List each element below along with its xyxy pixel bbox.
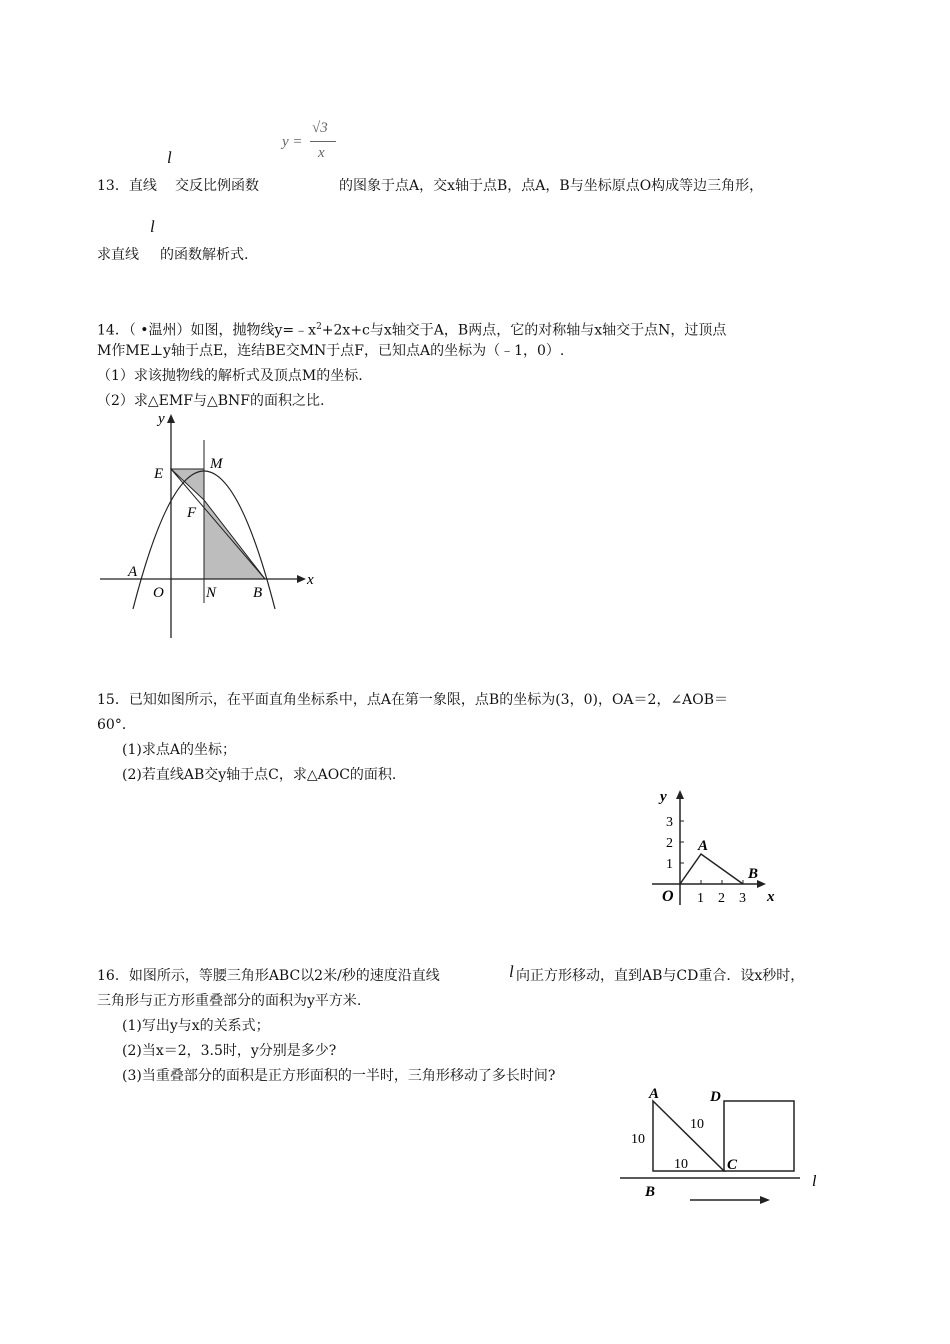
q13-var-l2: l xyxy=(150,217,155,236)
q13-formula-y: y = xyxy=(282,134,303,150)
q13-var-l: l xyxy=(167,148,172,167)
q14-label-f: F xyxy=(187,505,197,521)
q15-label-3: 3 xyxy=(666,815,673,830)
q16-text-1b: 向正方形移动，直到AB与CD重合．设x秒时， xyxy=(516,968,805,984)
q14-label-o: O xyxy=(153,585,164,601)
q15-label-o: O xyxy=(662,888,674,905)
q15-label-2: 2 xyxy=(666,836,673,851)
q16-arrow-icon xyxy=(760,1196,770,1204)
q14-text-1-pre: 14．（ •温州）如图，抛物线y=﹣x xyxy=(97,322,317,339)
q14-part-2: （2）求△EMF与△BNF的面积之比. xyxy=(97,393,325,409)
q14-label-a: A xyxy=(128,564,138,580)
q16-label-a: A xyxy=(649,1086,660,1102)
q16-part-2: (2)当x＝2，3.5时，y分别是多少? xyxy=(122,1043,337,1059)
q16-var-l: l xyxy=(509,962,514,981)
q14-sup: 2 xyxy=(316,322,322,332)
q14-text-2: M作ME⊥y轴于点E，连结BE交MN于点F，已知点A的坐标为（﹣1，0）. xyxy=(97,343,565,359)
q16-text-2: 三角形与正方形重叠部分的面积为y平方米. xyxy=(97,993,362,1009)
q14-part-1: （1）求该抛物线的解析式及顶点M的坐标. xyxy=(97,368,363,384)
q13-text-1a: 13．直线 xyxy=(97,178,157,194)
q15-label-1: 1 xyxy=(666,857,673,872)
q15-part-1: (1)求点A的坐标； xyxy=(122,742,236,758)
q16-text-1a: 16．如图所示，等腰三角形ABC以2米/秒的速度沿直线 xyxy=(97,968,440,984)
q15-text-2: 60°． xyxy=(97,717,136,733)
q16-side-left: 10 xyxy=(631,1132,645,1147)
q16-side-hyp: 10 xyxy=(690,1117,704,1132)
q16-triangle-abc xyxy=(653,1101,724,1171)
q13-formula-denominator: x xyxy=(318,145,325,161)
q16-part-3: (3)当重叠部分的面积是正方形面积的一半时，三角形移动了多长时间? xyxy=(122,1068,556,1084)
q16-label-b: B xyxy=(645,1184,656,1200)
q15-label-x: x xyxy=(767,889,775,905)
q16-label-l: l xyxy=(812,1173,817,1190)
q15-label-x2: 2 xyxy=(718,891,725,906)
q16-side-bottom: 10 xyxy=(674,1157,688,1172)
q14-label-e: E xyxy=(154,466,164,482)
q14-label-y: y xyxy=(158,411,165,427)
q15-text-1: 15．已知如图所示，在平面直角坐标系中，点A在第一象限，点B的坐标为(3，0)，OA＝2，∠AOB＝ xyxy=(97,692,729,708)
q16-label-c: C xyxy=(727,1157,738,1173)
q14-label-n: N xyxy=(206,585,217,601)
q14-label-x: x xyxy=(307,572,314,588)
q13-text-2a: 求直线 xyxy=(97,247,139,263)
q13-text-1b: 交反比例函数 xyxy=(175,178,259,194)
q13-formula-numerator: √3 xyxy=(312,120,328,136)
q15-label-x3: 3 xyxy=(739,891,746,906)
q14-label-m: M xyxy=(210,456,223,472)
q15-part-2: (2)若直线AB交y轴于点C，求△AOC的面积. xyxy=(122,767,397,783)
q13-text-1c: 的图象于点A，交x轴于点B，点A，B与坐标原点O构成等边三角形， xyxy=(339,178,764,194)
q15-label-x1: 1 xyxy=(697,891,704,906)
q14-text-1-post: +2x+c与x轴交于A，B两点，它的对称轴与x轴交于点N，过顶点 xyxy=(321,322,727,339)
q15-label-y: y xyxy=(660,789,667,805)
q15-label-b: B xyxy=(748,866,759,882)
q15-label-a: A xyxy=(698,838,709,854)
q14-label-b: B xyxy=(253,585,263,601)
q16-label-d: D xyxy=(710,1089,721,1105)
q13-text-2b: 的函数解析式. xyxy=(160,247,249,263)
q16-part-1: (1)写出y与x的关系式； xyxy=(122,1018,270,1034)
